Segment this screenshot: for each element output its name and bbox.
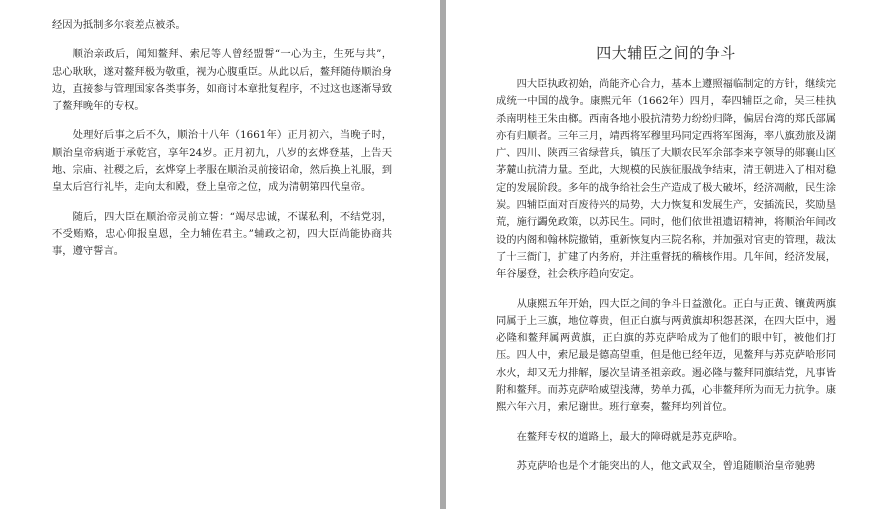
left-page <box>0 0 440 509</box>
right-paragraph-4: 苏克萨哈也是个才能突出的人，他文武双全，曾追随顺治皇帝驰骋 <box>516 459 816 472</box>
section-title: 四大辅臣之间的争斗 <box>596 44 736 62</box>
right-page-content <box>496 40 836 487</box>
left-page-content <box>52 17 392 273</box>
right-paragraph-3: 在鳌拜专权的道路上，最大的障碍就是苏克萨哈。 <box>516 430 744 443</box>
left-paragraph-4: 随后，四大臣在顺治帝灵前立誓：“竭尽忠诚，不谋私利，不结党羽，不受贿赂，忠心仰报皇恩，全力辅佐君主。”辅政之初，四大臣尚能协商共事，遵守誓言。 <box>52 210 392 258</box>
right-paragraph-2: 从康熙五年开始，四大臣之间的争斗日益激化。正白与正黄、镶黄两旗同属于上三旗，地位尊贵，但正白旗与两黄旗却积怨甚深，在四大臣中，遏必隆和鳌拜属两黄旗，正白旗的苏克萨哈成为了他们的眼中钉，被他们打压。四人中，索尼最是德高望重，但是他已经年迈，见鳌拜与苏克萨哈形同水火，却又无力排解，屡次呈请圣祖亲政。遏必隆与鳌拜同旗结党，凡事皆附和鳌拜。而苏克萨哈威望浅薄，势单力孤，心非鳌拜所为而无力抗争。康熙六年六月，索尼谢世。班行章奏，鳌拜均列首位。 <box>496 297 836 414</box>
right-paragraph-1: 四大臣执政初始，尚能齐心合力，基本上遵照福临制定的方针，继续完成统一中国的战争。康熙元年（1662年）四月，奉四辅臣之命，吴三桂执杀南明桂王朱由榔。西南各地小股抗清势力纷纷归降，偏居台湾的郑氏部属亦有归顺者。三年三月，靖西将军穆里玛同定西将军图海，率八旗劲旅及湖广、四川、陕西三省绿营兵，镇压了大顺农民军余部李来亨领导的郧襄山区茅麓山抗清力量。至此，大规模的民族征服战争结束，清王朝进入了相对稳定的发展阶段。多年的战争给社会生产造成了极大破坏，经济凋敝，民生涂炭。四辅臣面对百废待兴的局势，大力恢复和发展生产，安插流民，奖励垦荒，施行蠲免政策，以苏民生。同时，他们依世祖遗诏精神，将顺治年间改设的内阁和翰林院撤销，重新恢复内三院名称，并加强对官吏的管理，裁汰了十三衙门，扩建了内务府，并注重督抚的稽核作用。几年间，经济发展，年谷屡登，社会秩序趋向安定。 <box>496 78 836 281</box>
left-paragraph-2: 顺治亲政后，闻知鳌拜、索尼等人曾经盟誓“一心为主，生死与共”，忠心耿耿，遂对鳌拜极为敬重，视为心腹重臣。从此以后，鳌拜随侍顺治身边，直接参与管理国家各类事务，如商讨本章批复程序，不过这也逐渐导致了鳌拜晚年的专权。 <box>52 48 392 113</box>
left-paragraph-1: 经因为抵制多尔衮差点被杀。 <box>52 19 186 31</box>
left-paragraph-3: 处理好后事之后不久，顺治十八年（1661年）正月初六，当晚子时，顺治皇帝病逝于承乾宫，享年24岁。正月初九，八岁的玄烨登基，上告天地、宗庙、社稷之后，玄烨穿上孝服在顺治灵前接诏命，然后换上礼服，到皇太后宫行礼毕，走向太和殿，登上皇帝之位，成为清朝第四代皇帝。 <box>52 129 392 194</box>
